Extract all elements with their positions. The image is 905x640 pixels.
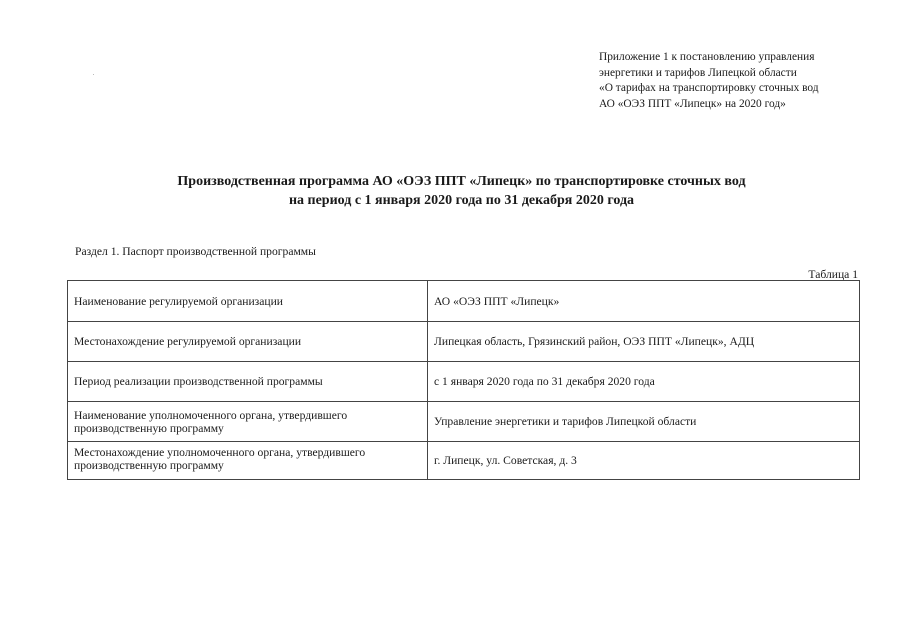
row-value-text: Управление энергетики и тарифов Липецкой области — [434, 415, 697, 428]
row-value — [428, 281, 860, 322]
annex-line-3: «О тарифах на транспортировку сточных вод — [599, 82, 819, 94]
title-line-2: на период с 1 января 2020 года по 31 декабря 2020 года — [288, 193, 635, 208]
row-label-line-1: Местонахождение уполномоченного органа, утвердившего — [74, 446, 366, 459]
annex-line-1: Приложение 1 к постановлению управления — [599, 51, 815, 63]
annex-line-2: энергетики и тарифов Липецкой области — [599, 66, 797, 79]
passport-table — [67, 280, 860, 480]
table-row — [68, 281, 860, 322]
scan-speck — [93, 74, 94, 75]
table-row — [68, 402, 860, 442]
row-value — [428, 442, 860, 480]
row-value — [428, 322, 860, 362]
row-label — [68, 322, 428, 362]
row-label-text: Период реализации производственной программы — [74, 375, 323, 388]
section-label: Раздел 1. Паспорт производственной программы — [75, 245, 316, 258]
annex-line-4: АО «ОЭЗ ППТ «Липецк» на 2020 год» — [599, 97, 786, 110]
document-title — [0, 172, 905, 210]
table-row — [68, 322, 860, 362]
row-value-text: Липецкая область, Грязинский район, ОЭЗ ППТ «Липецк», АДЦ — [434, 335, 755, 348]
row-value-text: г. Липецк, ул. Советская, д. 3 — [434, 454, 577, 467]
row-label — [68, 281, 428, 322]
row-label — [68, 402, 428, 442]
row-label-text: Местонахождение регулируемой организации — [74, 335, 302, 348]
row-value-text: АО «ОЭЗ ППТ «Липецк» — [434, 294, 560, 308]
row-label — [68, 442, 428, 480]
row-value — [428, 402, 860, 442]
row-value-text: с 1 января 2020 года по 31 декабря 2020 года — [434, 375, 655, 388]
row-label-text: Наименование регулируемой организации — [74, 294, 284, 308]
row-label-line-1: Наименование уполномоченного органа, утвердившего — [74, 408, 348, 422]
row-label-line-2: производственную программу — [74, 421, 224, 435]
title-line-1: Производственная программа АО «ОЭЗ ППТ «Липецк» по транспортировке сточных вод — [177, 174, 746, 189]
row-label — [68, 362, 428, 402]
row-value — [428, 362, 860, 402]
annex-header — [599, 50, 899, 112]
row-label-line-2: производственную программу — [74, 459, 224, 472]
table-number: Таблица 1 — [808, 268, 858, 281]
table-row — [68, 442, 860, 480]
table-row — [68, 362, 860, 402]
